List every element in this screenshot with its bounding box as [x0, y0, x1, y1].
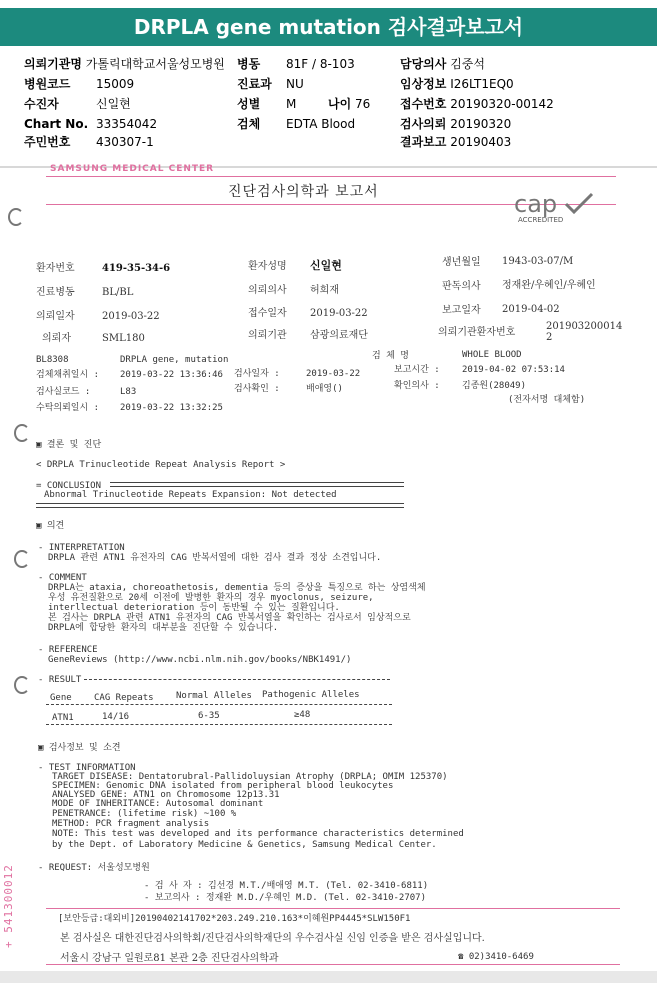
exam-confirm: 배애영() [306, 384, 343, 394]
specimen-label: 검 체 명 [372, 351, 409, 361]
certification-line: 본 검사실은 대한진단검사의학회/진단검사의학재단의 우수검사실 신임 인증을 받은 검사실입니다. [60, 933, 485, 944]
conclusion-text: Abnormal Trinucleotide Repeats Expansion: Not detected [44, 490, 337, 500]
comment-line: 본 검사는 DRPLA 관련 ATN1 유전자의 CAG 반복서열을 확인하는 검사로서 임상적으로 [48, 613, 411, 623]
patient-name: 신일현 [310, 259, 342, 272]
label-chart-no: Chart No. [24, 117, 89, 131]
testinfo-line: ANALYSED GENE: ATN1 on Chromosome 12p13.31 [52, 790, 280, 800]
double-rule [110, 482, 404, 487]
checkmark-icon [564, 192, 594, 214]
value-resident-no: 430307-1 [96, 135, 154, 149]
exam-confirm-label: 검사확인 : [234, 384, 280, 394]
req-inst-label: 의뢰기관 [248, 330, 287, 341]
read-doc-label: 판독의사 [442, 281, 481, 292]
label-receipt-no: 접수번호 [400, 97, 447, 111]
double-rule [36, 503, 404, 508]
ward-label: 진료병동 [36, 287, 75, 298]
recv-date-label: 접수일자 [248, 308, 287, 319]
collect-label: 검체채취일시 : [36, 370, 100, 380]
exam-date: 2019-03-22 [306, 369, 361, 379]
label-department: 진료과 [237, 77, 272, 91]
report-date: 2019-04-02 [502, 304, 560, 315]
req-date-label: 의뢰일자 [36, 311, 75, 322]
report-time-label: 보고시간 : [394, 365, 440, 375]
staff-line: - 검 사 자 : 김선경 M.T./배애영 M.T. (Tel. 02-3410-6811) [144, 881, 429, 891]
report-date-label: 보고일자 [442, 305, 481, 316]
testinfo-line: METHOD: PCR fragment analysis [52, 819, 210, 829]
request-line: - REQUEST: 서울성모병원 [38, 863, 150, 873]
binder-ring [14, 424, 30, 442]
value-test-request: 20190320 [450, 117, 512, 131]
req-inst-no-1: 201903200014 [546, 321, 623, 332]
label-requesting-institution: 의뢰기관명 [24, 57, 82, 71]
label-result-report: 결과보고 [400, 135, 447, 149]
label-doctor: 담당의사 [400, 57, 447, 71]
esign-note: (전자서명 대체함) [508, 395, 586, 405]
req-date: 2019-03-22 [102, 311, 160, 322]
value-department: NU [286, 77, 304, 91]
requester: SML180 [102, 333, 145, 344]
comment-head: - COMMENT [38, 573, 87, 583]
security-line: [보안등급:대외비]20190402141702*203.249.210.163*이혜원PP4445*SLW150F1 [58, 914, 411, 924]
req-doc: 허희재 [310, 285, 339, 296]
req-doc-label: 의뢰의사 [248, 285, 287, 296]
dashed-rule [84, 679, 390, 680]
table-cell: ATN1 [52, 713, 74, 723]
hospital-band: SAMSUNG MEDICAL CENTER [50, 164, 215, 174]
comment-line: interllectual deterioration 등이 동반될 수 있는 질환입니다. [48, 603, 340, 613]
comment-line: DRPLA는 ataxia, choreoathetosis, dementia 등의 증상을 특징으로 하는 상염색체 [48, 583, 426, 593]
table-cell: 14/16 [102, 712, 130, 722]
test-code: BL8308 [36, 355, 69, 365]
table-header: Normal Alleles [176, 691, 252, 701]
dob: 1943-03-07/M [502, 256, 574, 267]
label-test-request: 검사의뢰 [400, 117, 447, 131]
value-specimen: EDTA Blood [286, 117, 356, 131]
label-clinical-info: 임상정보 [400, 77, 447, 91]
table-header: CAG Repeats [94, 693, 154, 703]
label-specimen: 검체 [237, 117, 261, 131]
reference-text: GeneReviews (http://www.ncbi.nlm.nih.gov/books/NBK1491/) [48, 655, 352, 665]
bottom-bar [0, 971, 657, 983]
recv-time: 2019-03-22 13:32:25 [120, 403, 223, 413]
label-resident-no: 주민번호 [24, 135, 71, 149]
binder-ring [8, 208, 24, 226]
section-info-title: ▣ 검사정보 및 소견 [38, 743, 121, 753]
lab-room: L83 [120, 387, 137, 397]
report-banner-title: DRPLA gene mutation 검사결과보고서 [0, 8, 657, 46]
confirm-doc: 김종원(28049) [462, 381, 527, 391]
dob-label: 생년월일 [442, 257, 481, 268]
report-title: 진단검사의학과 보고서 [228, 184, 379, 200]
interpretation-text: DRPLA 관련 ATN1 유전자의 CAG 반복서열에 대한 검사 결과 정상 소견입니다. [48, 553, 382, 563]
exam-date-label: 검사일자 : [234, 369, 280, 379]
label-sex: 성별 [237, 97, 261, 111]
side-serial-number: + 541300012 [2, 864, 15, 948]
value-ward: 81F / 8-103 [286, 57, 355, 71]
table-cell: ≥48 [294, 710, 311, 720]
req-inst: 삼광의료재단 [310, 330, 368, 341]
comment-line: DRPLA에 합당한 환자의 대부분을 진단할 수 있습니다. [48, 623, 279, 633]
table-header: Pathogenic Alleles [262, 690, 360, 700]
testinfo-line: SPECIMEN: Genomic DNA isolated from peripheral blood leukocytes [52, 781, 394, 791]
value-receipt-no: 20190320-00142 [450, 97, 554, 111]
pink-rule-bottom [46, 908, 620, 909]
testinfo-line: NOTE: This test was developed and its performance characteristics determined [52, 829, 464, 839]
label-patient: 수진자 [24, 97, 59, 111]
recv-time-label: 수탁의뢰일시 : [36, 403, 100, 413]
conclusion-head: = CONCLUSION [36, 481, 102, 491]
value-sex: M [286, 97, 297, 111]
binder-ring [14, 550, 30, 568]
testinfo-line: by the Dept. of Laboratory Medicine & Genetics, Samsung Medical Center. [52, 840, 437, 850]
value-age: 76 [355, 97, 371, 111]
table-cell: 6-35 [198, 711, 220, 721]
section-opinion-title: ▣ 의견 [36, 521, 65, 531]
pink-rule-footer [46, 964, 620, 965]
value-chart-no: 33354042 [96, 117, 158, 131]
phone-line: ☎ 02)3410-6469 [458, 952, 534, 962]
test-name: DRPLA gene, mutation [120, 355, 229, 365]
label-ward: 병동 [237, 57, 261, 71]
read-doc: 정재완/우혜인/우혜인 [502, 280, 596, 291]
section-conclusion-title: ▣ 결론 및 진단 [36, 440, 102, 450]
label-hospital-code: 병원코드 [24, 77, 71, 91]
value-clinical-info: I26LT1EQ0 [450, 77, 514, 91]
value-hospital-code: 15009 [96, 77, 135, 91]
ward: BL/BL [102, 287, 134, 298]
report-name: < DRPLA Trinucleotide Repeat Analysis Report > [36, 460, 286, 470]
dashed-rule [46, 704, 392, 705]
value-result-report: 20190403 [450, 135, 512, 149]
req-inst-no-2: 2 [546, 332, 553, 343]
cap-logo-text: cap [514, 190, 558, 218]
testinfo-head: - TEST INFORMATION [38, 763, 136, 773]
cap-accredited-sub: ACCREDITED [518, 216, 564, 224]
name-label: 환자성명 [248, 261, 287, 272]
patient-no-label: 환자번호 [36, 263, 75, 274]
report-time: 2019-04-02 07:53:14 [462, 365, 565, 375]
staff-line: - 보고의사 : 정재완 M.D./우혜인 M.D. (Tel. 02-3410-2707) [144, 893, 427, 903]
value-requesting-institution: 가톨릭대학교서울성모병원 [85, 57, 225, 71]
specimen-name: WHOLE BLOOD [462, 350, 522, 360]
requester-label: 의뢰자 [42, 333, 71, 344]
testinfo-line: MODE OF INHERITANCE: Autosomal dominant [52, 799, 264, 809]
recv-date: 2019-03-22 [310, 308, 368, 319]
binder-ring [14, 676, 30, 694]
dashed-rule [46, 724, 392, 725]
lab-room-label: 검사실코드 : [36, 387, 91, 397]
pink-rule-top [46, 176, 616, 177]
table-header: Gene [50, 693, 72, 703]
reference-head: - REFERENCE [38, 645, 98, 655]
patient-no: 419-35-34-6 [102, 263, 171, 274]
cap-accredited-logo [512, 190, 602, 226]
value-patient: 신일현 [96, 97, 131, 111]
interpretation-head: - INTERPRETATION [38, 543, 125, 553]
testinfo-line: PENETRANCE: (lifetime risk) ~100 % [52, 809, 237, 819]
testinfo-line: TARGET DISEASE: Dentatorubral-Pallidoluysian Atrophy (DRPLA; OMIM 125370) [52, 772, 448, 782]
value-doctor: 김중석 [450, 57, 485, 71]
label-age: 나이 [328, 97, 352, 111]
comment-line: 우성 유전질환으로 20세 이전에 발병한 환자의 경우 myoclonus, seizure, [48, 593, 374, 603]
address-line: 서울시 강남구 일원로81 본관 2층 진단검사의학과 [60, 953, 279, 964]
confirm-doc-label: 확인의사 : [394, 381, 440, 391]
collect-time: 2019-03-22 13:36:46 [120, 370, 223, 380]
scanned-report [0, 164, 657, 971]
req-inst-no-label: 의뢰기관환자번호 [438, 327, 516, 338]
result-head: - RESULT [38, 675, 82, 685]
